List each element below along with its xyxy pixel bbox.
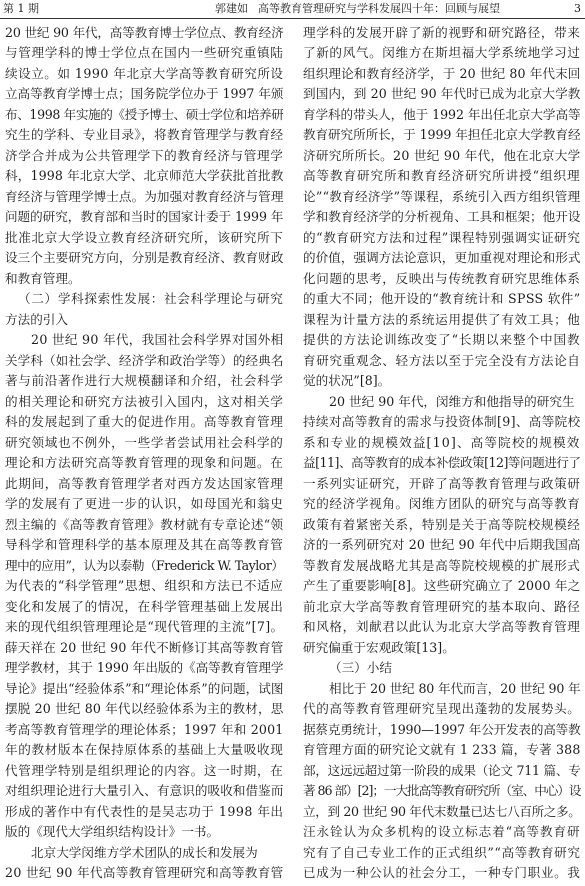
text-line: 研究领域也不例外，一些学者尝试用社会科学的 (5, 434, 284, 450)
text-line: 考高等教育管理学的理论体系；1997 年和 2001 (5, 721, 284, 737)
text-line: 版的《现代大学组织结构设计》一书。 (5, 824, 220, 839)
text-line: 导论》提出“经验体系”和“理论体系”的问题，试图 (5, 680, 284, 696)
heading-line: （三）小结 (329, 660, 392, 675)
text-line: 烈主编的《高等教育管理》教材就有专章论述“领 (5, 516, 284, 532)
text-line: 等教育发展战略尤其是高等院校规模的扩展形式 (303, 557, 581, 573)
text-line: 理论和方法研究高等教育管理的现象和问题。在 (5, 455, 284, 470)
text-line: 学和教育经济学的分析视角、工具和框架；他开设 (303, 209, 581, 224)
text-line: 形成的著作中有代表性的是吴志功于 1998 年出 (5, 803, 284, 819)
text-line: 教育研究所所长，于 1999 年担任北京大学教育经 (303, 127, 581, 142)
text-line: 和风格，刘献君以此认为北京大学高等教育管理 (303, 619, 581, 634)
text-line: 北京大学闵维方学术团队的成长和发展为 (31, 844, 258, 860)
text-line: 育经济与管理学博士点。为加强对教育经济与管理 (5, 188, 284, 204)
text-line: 与管理学科的博士学位点在国内一些研究重镇陆 (5, 45, 284, 60)
text-line: 相比于 20 世纪 80 年代而言，20 世纪 90 年 (329, 680, 581, 696)
text-line: 科的发展起到了重大的促进作用。高等教育管理 (5, 414, 284, 429)
right-column (303, 23, 581, 884)
text-line: 续设立。如 1990 年北京大学高等教育研究所设 (5, 65, 284, 81)
text-line: 薛天祥在 20 世纪 90 年代不断修订其高等教育管 (5, 639, 284, 655)
text-line: 关学科（如社会学、经济学和政治学等）的经典名 (5, 352, 284, 368)
text-line: 课程为计量方法的系统运用提供了有效工具；他 (303, 311, 581, 327)
paragraph (5, 843, 284, 884)
text-line: 摆脱 20 世纪 80 年代以经验体系为主的教材，思 (5, 701, 284, 716)
text-line: 代的高等教育管理研究呈现出蓬勃的发展势头。 (303, 701, 581, 716)
text-line: 理学科的发展开辟了新的视野和研究路径，带来 (303, 24, 581, 40)
text-line: 究生的学科、专业目录》，将教育管理学与教育经 (5, 127, 284, 142)
text-line: 觉的状况”[8]。 (303, 373, 391, 388)
left-column (5, 23, 284, 884)
text-line: 立，到 20 世纪 90 年代末数量已达七八百所之多。 (303, 803, 581, 819)
text-line: 前北京大学高等教育管理研究的基本取向、路径 (303, 598, 581, 614)
heading-line: （二）学科探索性发展：社会科学理论与研究 (18, 291, 284, 306)
text-line: 布、1998 年实施的《授予博士、硕士学位和培养研 (5, 106, 284, 122)
text-line: 济研究所所长。20 世纪 90 年代，他在北京大学 (303, 147, 581, 163)
text-line: 系和专业的规模效益[10]、高等院校的规模效 (303, 434, 581, 450)
text-line: 育学科的带头人，他于 1992 年出任北京大学高等 (303, 106, 581, 122)
text-line: 政策有着紧密关系，特别是关于高等院校规模经 (303, 516, 581, 532)
text-line: 理中的应用”，认为以泰勒（Frederick W. Taylor） (5, 557, 284, 573)
text-line: 著与前沿著作进行大规模翻译和介绍，社会科学 (5, 373, 284, 388)
text-line: 育管理方面的研究论文就有 1 233 篇，专著 388 (303, 742, 581, 757)
text-line: 问题的研究，教育部和当时的国家计委于 1999 年 (5, 209, 284, 224)
running-header (0, 0, 585, 19)
text-line: 学的发展有了更进一步的认识，如母国光和翁史 (5, 496, 284, 511)
text-line: 20 世纪 90 年代，我国社会科学界对国外相 (31, 332, 284, 347)
text-line: 变化和发展了的情况，在科学管理基础上发展出 (5, 598, 284, 614)
text-line: 20 世纪 90 年代高等教育管理研究和高等教育管 (5, 865, 284, 880)
paragraph (303, 392, 581, 659)
text-line: 此期间，高等教育管理学者对西方发达国家管理 (5, 475, 284, 491)
heading-line: 方法的引入 (5, 311, 68, 327)
paragraph (303, 679, 581, 884)
text-line: 组织理论和教育经济学，于 20 世纪 80 年代末回 (303, 65, 581, 81)
running-title: 高等教育管理研究与学科发展四十年：回顾与展望 (258, 2, 500, 15)
text-line: 益[11]、高等教育的成本补偿政策[12]等问题进行了 (303, 455, 581, 470)
text-line: 据蔡克勇统计，1990—1997 年公开发表的高等教 (303, 721, 581, 737)
text-line: 提供的方法论训练改变了“长期以来整个中国教 (303, 332, 581, 347)
text-line: 理学教材，其于 1990 年出版的《高等教育管理学 (5, 660, 284, 675)
text-line: 的“教育研究方法和过程”课程特别强调实证研究 (303, 229, 581, 245)
section-heading (5, 289, 284, 330)
text-line: 济学合并成为公共管理学下的教育经济与管理学 (5, 147, 284, 163)
text-line: 育研究重观念、轻方法以至于完全没有方法论自 (303, 352, 581, 368)
section-heading (303, 658, 581, 679)
text-line: 化问题的思考，反映出与传统教育研究思维体系 (303, 270, 581, 286)
text-line: 究有了自己专业工作的正式组织”“高等教育研究 (303, 844, 581, 860)
text-line: 产生了重要影响[8]。这些研究确立了 2000 年之 (303, 578, 581, 593)
page-number: 3 (574, 2, 581, 15)
paragraph (5, 23, 284, 290)
text-line: 已成为一种公认的社会分工，一种专门职业。我 (303, 865, 581, 880)
text-line: 论”“教育经济学”等课程，系统引入西方组织管理 (303, 188, 581, 204)
running-author: 郭建如 (215, 2, 248, 15)
text-line: 了新的风气。闵维方在斯坦福大学系统地学习过 (303, 45, 581, 60)
text-line: 为代表的“科学管理”思想、组织和方法已不适应 (5, 578, 284, 593)
paragraph (303, 23, 581, 392)
paragraph (5, 330, 284, 843)
text-line: 来的现代组织管理理论是“现代管理的主流”[7]。 (5, 619, 284, 634)
text-line: 究的经济学视角。闵维方团队的研究与高等教育 (303, 496, 581, 511)
text-line: 到国内，到 20 世纪 90 年代时已成为北京大学教 (303, 86, 581, 101)
text-line: 著 86 部）[2]；一大批高等教育研究所（室、中心）设 (303, 783, 581, 798)
text-line: 和教育管理。 (5, 270, 81, 286)
text-line: 立高等教育学博士点；国务院学位办于 1997 年颁 (5, 86, 284, 101)
text-line: 的重大不同；他开设的“教育统计和 SPSS 软件” (303, 291, 581, 306)
text-line: 科，1998 年北京大学、北京师范大学获批首批教 (5, 168, 284, 183)
text-line: 济的一系列研究对 20 世纪 90 年代中后期我国高 (303, 537, 581, 552)
issue-number: 第 1 期 (3, 2, 39, 15)
text-line: 的相关理论和研究方法被引入国内，这对相关学 (5, 393, 284, 409)
text-line: 的价值，强调方法论意识，更加重视对理论和形式 (303, 250, 581, 265)
text-line: 部，这远远超过第一阶段的成果（论文 711 篇、专 (303, 762, 581, 778)
text-line: 研究偏重于宏观政策[13]。 (303, 639, 455, 655)
text-line: 批准北京大学设立教育经济研究所，该研究所下 (5, 229, 284, 245)
text-line: 年的教材版本在保持原体系的基础上大量吸收现 (5, 742, 284, 757)
text-line: 高等教育研究所和教育经济研究所讲授“组织理 (303, 168, 581, 183)
text-line: 对组织理论进行大量引入、有意识的吸收和借鉴而 (5, 783, 284, 798)
text-line: 设三个主要研究方向，分别是教育经济、教育财政 (5, 250, 284, 265)
text-line: 导科学和管理科学的基本原理及其在高等教育管 (5, 537, 284, 552)
text-line: 20 世纪 90 年代，高等教育博士学位点、教育经济 (5, 24, 284, 40)
text-line: 代管理学特别是组织理论的内容。这一时期，在 (5, 762, 284, 778)
text-line: 一系列实证研究，开辟了高等教育管理与政策研 (303, 475, 581, 491)
text-line: 持续对高等教育的需求与投资体制[9]、高等院校 (303, 414, 581, 429)
text-line: 20 世纪 90 年代，闵维方和他指导的研究生 (329, 393, 575, 409)
text-line: 汪永铨认为众多机构的设立标志着“高等教育研 (303, 824, 581, 839)
